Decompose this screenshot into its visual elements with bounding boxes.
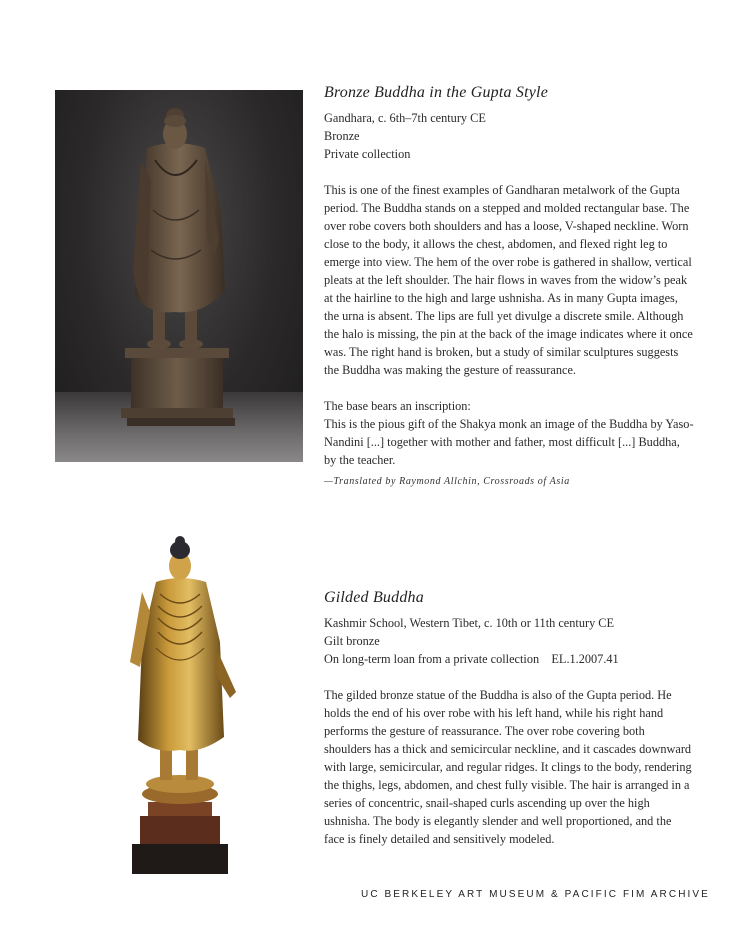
bronze-buddha-photo <box>55 90 303 462</box>
artwork-collection: Private collection <box>324 147 411 161</box>
artwork-title: Gilded Buddha <box>324 589 424 606</box>
artwork-material: Bronze <box>324 129 360 143</box>
artwork-description: The gilded bronze statue of the Buddha is also of the Gupta period. He holds the end of his over robe with his left hand, while his right hand performs the gesture of reassurance. The over robe covering both shoulders has a thick and semicircular neckline, and it cascades downward with large, semicircular, and regular ridges. It clings to the body, rendering the thighs, legs, abdomen, and chest fully visible. The hair is arranged in a series of concentric, snail-shaped curls ascending up over the high ushnisha. The body is elegantly slender and well proportioned, and the face is finely detailed and sensitively modeled. <box>324 688 692 846</box>
translation-credit: —Translated by Raymond Allchin, Crossroads of Asia <box>324 476 570 487</box>
artwork-entry-bronze-buddha <box>324 83 694 499</box>
artwork-entry-gilded-buddha <box>324 588 694 848</box>
artwork-material: Gilt bronze <box>324 634 380 648</box>
gilded-buddha-figure <box>60 532 305 877</box>
artwork-collection: On long-term loan from a private collection EL.1.2007.41 <box>324 652 619 666</box>
gilded-buddha-photo <box>60 532 305 877</box>
artwork-description: This is one of the finest examples of Gandharan metalwork of the Gupta period. The Buddha stands on a stepped and molded rectangular base. The over robe covers both shoulders and has a loose, V-shaped neckline. Worn close to the body, it allows the chest, abdomen, and flexed right leg to emerge into view. The hem of the over robe is gathered in shallow, vertical pleats at the left shoulder. The hair flows in waves from the widow’s peak at the hairline to the high and large ushnisha. As in many Gupta images, the urna is absent. The lips are full yet divulge a discrete smile. Although the halo is missing, the pin at the back of the image indicates where it once was. The right hand is broken, but a study of similar sculptures suggests the Buddha was making the gesture of reassurance. <box>324 183 693 377</box>
artwork-title: Bronze Buddha in the Gupta Style <box>324 84 548 101</box>
inscription-intro: The base bears an inscription: <box>324 399 471 413</box>
bronze-buddha-figure <box>55 90 303 462</box>
inscription-text: This is the pious gift of the Shakya monk an image of the Buddha by Yaso-Nandini [...] together with mother and father, most difficult [...] Buddha, by the teacher. <box>324 417 694 467</box>
artwork-origin: Kashmir School, Western Tibet, c. 10th or 11th century CE <box>324 616 615 630</box>
artwork-origin: Gandhara, c. 6th–7th century CE <box>324 111 486 125</box>
page-footer: UC BERKELEY ART MUSEUM & PACIFIC FIM ARCHIVE <box>361 889 710 900</box>
